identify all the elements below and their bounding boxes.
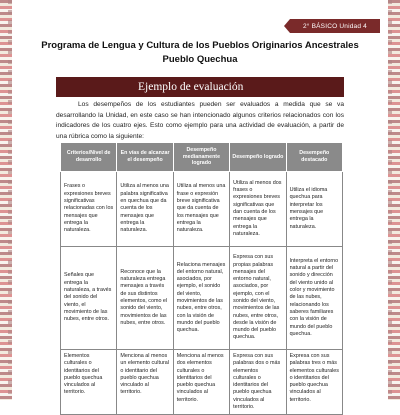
table-cell: Relaciona mensajes del entorno natural, asociados, por ejemplo, el sonido del viento, movimientos de las nubes, entre otros, con la visión de mundo del pueblo quechua. <box>173 247 229 350</box>
table-row <box>61 350 343 415</box>
column-header: Desempeño medianamente logrado <box>173 143 229 172</box>
column-header: Desempeño logrado <box>230 143 286 172</box>
column-header: En vías de alcanzar el desempeño <box>117 143 173 172</box>
rubric-table <box>60 142 343 415</box>
table-cell: Señales que entrega la naturaleza, a través del sonido del viento, el movimiento de las nubes, entre otros. <box>61 247 117 350</box>
decorative-border-left <box>0 0 12 400</box>
grade-badge: 2° BÁSICO Unidad 4 <box>290 19 380 33</box>
table-cell: Menciona al menos dos elementos culturales o identitarios del pueblo quechua vinculados al territorio. <box>173 350 229 415</box>
table-cell: Menciona al menos un elemento cultural o identitario del pueblo quechua vinculado al territorio. <box>117 350 173 415</box>
table-cell: Utiliza al menos dos frases o expresiones breves significativas que dan cuenta de los mensajes que entrega la naturaleza. <box>230 172 286 247</box>
page-title <box>20 39 380 67</box>
intro-paragraph: Los desempeños de los estudiantes pueden ser evaluados a medida que se va desarrollando la Unidad, en este caso se han intencionado algunos criterios relacionados con los indicadores de los cuatro ejes. Esto como ejemplo para una actividad de evaluación, a partir de una rúbrica como la siguiente: <box>56 101 344 140</box>
table-cell: Reconoce que la naturaleza entrega mensajes a través de sus distintos elementos, como el sonido del viento, movimientos de las nubes, entre otros. <box>117 247 173 350</box>
column-header: Criterios/Nivel de desarrollo <box>61 143 117 172</box>
table-row <box>61 172 343 247</box>
table-cell: Utiliza al menos una frase o expresión breve significativa que da cuenta de los mensajes que entrega la naturaleza. <box>173 172 229 247</box>
page-title-line-1: Programa de Lengua y Cultura de los Pueblos Originarios Ancestrales <box>41 40 359 51</box>
decorative-border-right <box>388 0 400 400</box>
table-cell: Expresa con sus palabras tres o más elementos culturales o identitarios del pueblo quechua vinculados al territorio. <box>286 350 342 415</box>
table-cell: Elementos culturales o identitarios del pueblo quechua vinculados al territorio. <box>61 350 117 415</box>
page-title-line-2: Pueblo Quechua <box>162 54 238 65</box>
table-row <box>61 247 343 350</box>
table-cell: Expresa con sus propias palabras mensajes del entorno natural, asociados, por ejemplo, con el sonido del viento, movimientos de las nubes, entre otros, desde la visión de mundo del pueblo quechua. <box>230 247 286 350</box>
table-header-row <box>61 143 343 172</box>
section-header <box>56 77 344 97</box>
table-cell: Utiliza el idioma quechua para interpretar los mensajes que entrega la naturaleza. <box>286 172 342 247</box>
table-cell: Interpreta el entorno natural a partir del sonido y dirección del viento unido al color y movimiento de las nubes, relacionando los saberes familiares con la visión de mundo del pueblo quechua. <box>286 247 342 350</box>
column-header: Desempeño destacado <box>286 143 342 172</box>
section-title: Ejemplo de evaluación <box>138 81 244 93</box>
table-cell: Expresa con sus palabras dos o más elementos culturales o identitarios del pueblo quechua vinculados al territorio. <box>230 350 286 415</box>
table-cell: Utiliza al menos una palabra significativa en quechua que da cuenta de los mensajes que entrega la naturaleza. <box>117 172 173 247</box>
table-cell: Frases o expresiones breves significativas relacionadas con los mensajes que entrega la naturaleza. <box>61 172 117 247</box>
